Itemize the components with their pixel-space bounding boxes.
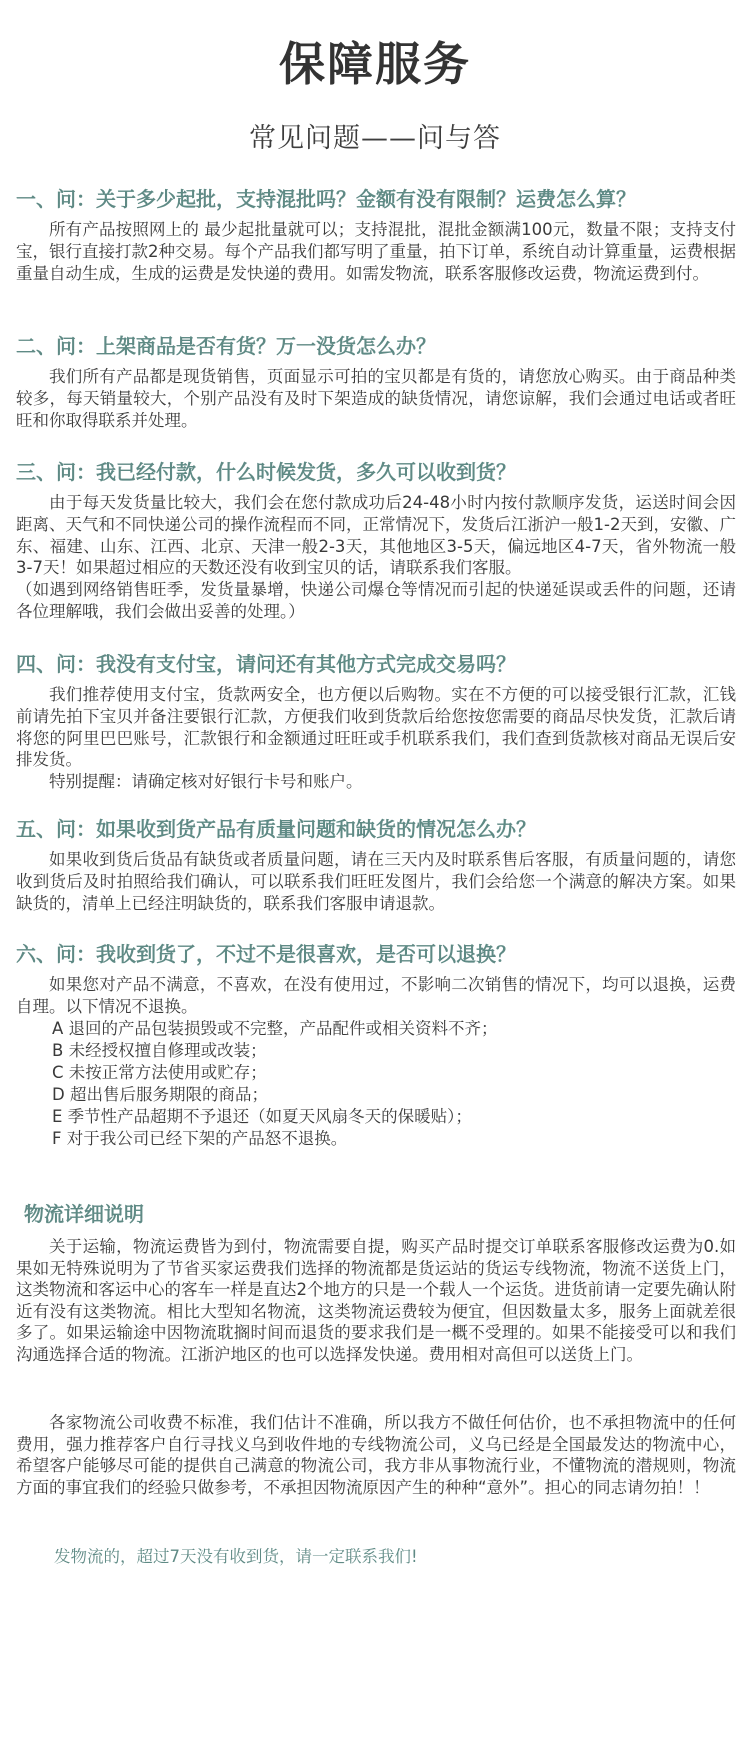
- faq-question: 四、问：我没有支付宝，请问还有其他方式完成交易吗？: [16, 652, 516, 676]
- logistics-paragraph: 关于运输，物流运费皆为到付，物流需要自提，购买产品时提交订单联系客服修改运费为0.如果如无特殊说明为了节省买家运费我们选择的物流都是货运站的货运专线物流，物流不送货上门，这类物流和客运中心的客车一样是直达2个地方的只是一个载人一个运货。进货前请一定要先确认附近有没有这类物流。相比大型知名物流，这类物流运费较为便宜，但因数量太多，服务上面就差很多了。如果运输途中因物流耽搁时间而退货的要求我们是一概不受理的。如果不能接受可以和我们沟通选择合适的物流。江浙沪地区的也可以选择发快递。费用相对高但可以送货上门。: [16, 1237, 736, 1364]
- faq-question: 五、问：如果收到货产品有质量问题和缺货的情况怎么办？: [16, 817, 536, 841]
- list-item: D 超出售后服务期限的商品；: [52, 1084, 268, 1104]
- faq-answer-note: （如遇到网络销售旺季，发货量暴增，快递公司爆仓等情况而引起的快递延误或丢件的问题，还请各位理解哦，我们会做出妥善的处理。）: [16, 580, 736, 621]
- non-returnable-list: [16, 1018, 736, 1150]
- logistics-heading: 物流详细说明: [24, 1202, 144, 1226]
- faq-item-1: [16, 185, 736, 284]
- list-item: C 未按正常方法使用或贮存；: [52, 1062, 267, 1082]
- faq-answer: 我们推荐使用支付宝，货款两安全，也方便以后购物。实在不方便的可以接受银行汇款，汇钱前请先拍下宝贝并备注要银行汇款，方便我们收到货款后给您按您需要的商品尽快发货，汇款后请将您的阿里巴巴账号，汇款银行和金额通过旺旺或手机联系我们，我们查到货款核对商品无误后安排发货。: [16, 685, 736, 770]
- faq-question: 三、问：我已经付款，什么时候发货，多久可以收到货？: [16, 460, 516, 484]
- logistics-note: 发物流的，超过7天没有收到货，请一定联系我们!: [54, 1547, 418, 1566]
- faq-question: 二、问：上架商品是否有货？万一没货怎么办？: [16, 334, 436, 358]
- faq-item-3: [16, 458, 736, 623]
- list-item: E 季节性产品超期不予退还（如夏天风扇冬天的保暖贴）；: [52, 1106, 472, 1126]
- faq-answer: 由于每天发货量比较大，我们会在您付款成功后24-48小时内按付款顺序发货，运送时间会因距离、天气和不同快递公司的操作流程而不同，正常情况下，发货后江浙沪一般1-2天到，安徽、广东、福建、山东、江西、北京、天津一般2-3天，其他地区3-5天，偏远地区4-7天，省外物流一般3-7天！如果超过相应的天数还没有收到宝贝的话，请联系我们客服。: [16, 493, 736, 578]
- list-item: A 退回的产品包装损毁或不完整，产品配件或相关资料不齐；: [52, 1018, 498, 1038]
- faq-answer: 如果您对产品不满意，不喜欢，在没有使用过，不影响二次销售的情况下，均可以退换，运费自理。以下情况不退换。: [16, 975, 736, 1016]
- page-title: 保障服务: [279, 37, 471, 91]
- faq-answer: 如果收到货后货品有缺货或者质量问题，请在三天内及时联系售后客服，有质量问题的，请您收到货后及时拍照给我们确认，可以联系我们旺旺发图片，我们会给您一个满意的解决方案。如果缺货的，清单上已经注明缺货的，联系我们客服申请退款。: [16, 850, 736, 913]
- faq-answer-reminder: 特别提醒：请确定核对好银行卡号和账户。: [49, 772, 363, 792]
- faq-question: 一、问：关于多少起批，支持混批吗？金额有没有限制？运费怎么算？: [16, 187, 636, 211]
- list-item: B 未经授权擅自修理或改装；: [52, 1040, 267, 1060]
- page-subtitle: 常见问题——问与答: [249, 123, 501, 154]
- faq-item-6: [16, 940, 736, 1150]
- faq-item-2: [16, 332, 736, 431]
- faq-item-5: [16, 815, 736, 914]
- faq-question: 六、问：我收到货了，不过不是很喜欢，是否可以退换？: [16, 942, 516, 966]
- faq-item-4: [16, 650, 736, 793]
- logistics-paragraph: 各家物流公司收费不标准，我们估计不准确，所以我方不做任何估价，也不承担物流中的任何费用，强力推荐客户自行寻找义乌到收件地的专线物流公司，义乌已经是全国最发达的物流中心，希望客户能够尽可能的提供自己满意的物流公司，我方非从事物流行业，不懂物流的潜规则，物流方面的事宜我们的经验只做参考，不承担因物流原因产生的种种“意外”。担心的同志请勿拍！！: [16, 1413, 736, 1497]
- list-item: F 对于我公司已经下架的产品怒不退换。: [52, 1128, 348, 1148]
- faq-answer: 我们所有产品都是现货销售，页面显示可拍的宝贝都是有货的，请您放心购买。由于商品种类较多，每天销量较大，个别产品没有及时下架造成的缺货情况，请您谅解，我们会通过电话或者旺旺和你取得联系并处理。: [16, 367, 736, 430]
- faq-answer: 所有产品按照网上的 最少起批量就可以；支持混批，混批金额满100元，数量不限；支持支付宝，银行直接打款2种交易。每个产品我们都写明了重量，拍下订单，系统自动计算重量，运费根据重量自动生成，生成的运费是发快递的费用。如需发物流，联系客服修改运费，物流运费到付。: [16, 220, 736, 283]
